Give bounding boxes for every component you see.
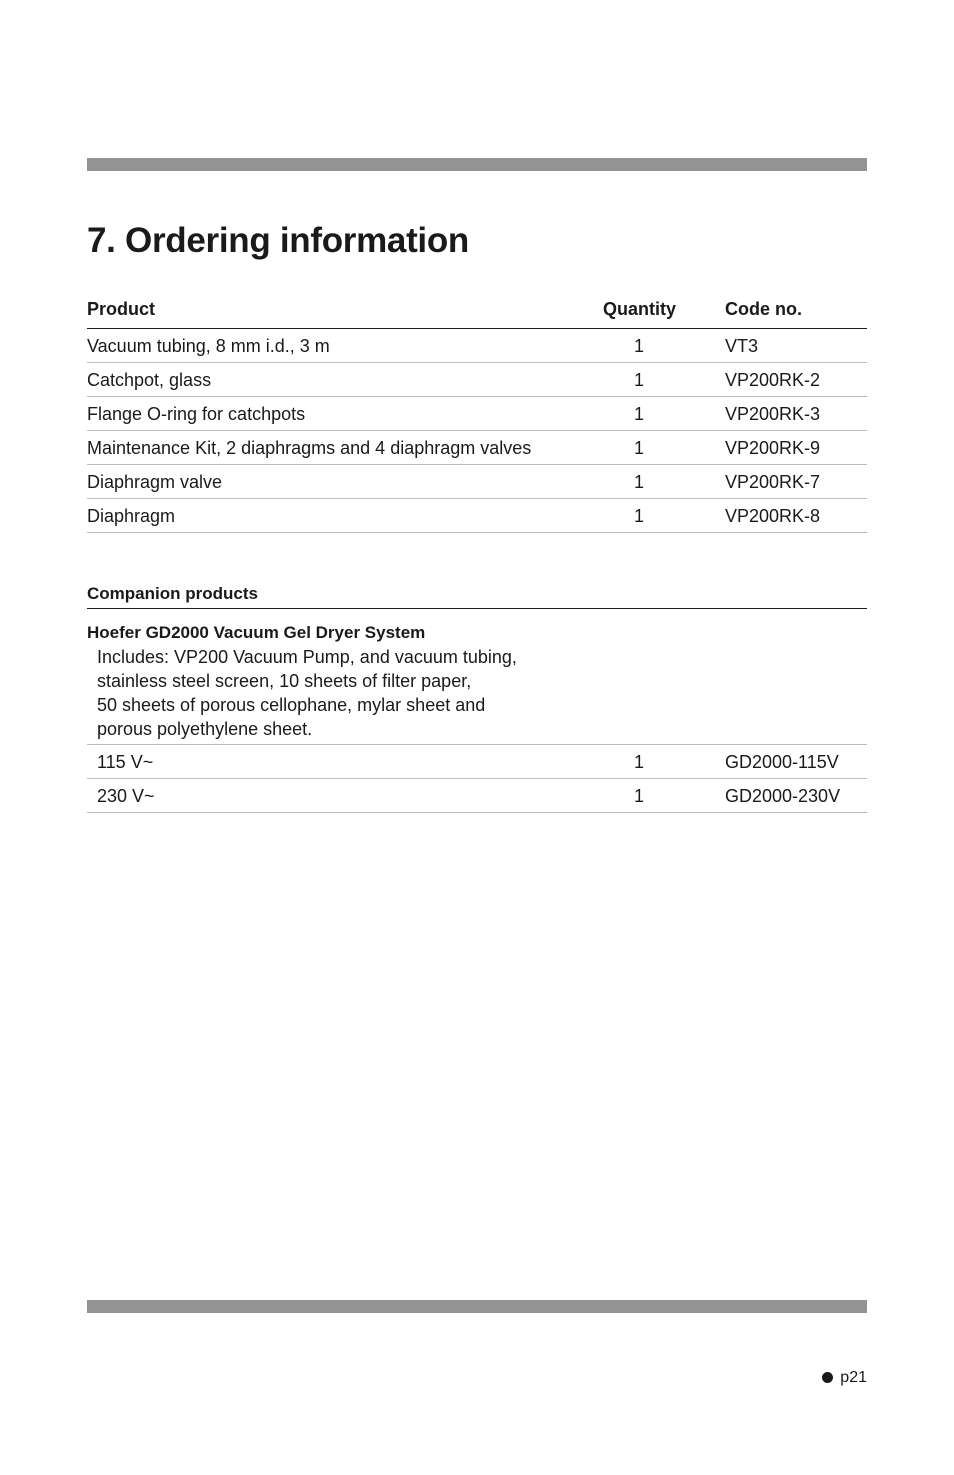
- companion-heading: [87, 583, 867, 609]
- row-product: 230 V~: [97, 786, 155, 806]
- table-row: [87, 465, 867, 499]
- bottom-rule-bar: [87, 1300, 867, 1313]
- row-quantity: 1: [633, 370, 644, 390]
- system-block: [87, 609, 867, 745]
- row-code: GD2000-230V: [725, 786, 841, 806]
- row-product: Flange O-ring for catchpots: [87, 404, 306, 424]
- table-row: [87, 779, 867, 813]
- row-quantity: 1: [633, 336, 644, 356]
- row-product: Diaphragm valve: [87, 472, 223, 492]
- table-row: [87, 431, 867, 465]
- companion-heading-text: Companion products: [87, 584, 258, 603]
- description-line: stainless steel screen, 10 sheets of filter paper,: [97, 671, 472, 691]
- row-product: Diaphragm: [87, 506, 176, 526]
- table-row: [87, 499, 867, 533]
- table-row: [87, 745, 867, 779]
- row-code: VT3: [725, 336, 759, 356]
- description-line: porous polyethylene sheet.: [97, 719, 313, 739]
- page-title: 7. Ordering information: [87, 221, 470, 260]
- row-code: GD2000-115V: [725, 752, 839, 772]
- row-code: VP200RK-3: [725, 404, 821, 424]
- row-quantity: 1: [633, 506, 644, 526]
- row-product: Vacuum tubing, 8 mm i.d., 3 m: [87, 336, 330, 356]
- row-code: VP200RK-8: [725, 506, 821, 526]
- row-quantity: 1: [633, 786, 644, 806]
- page-number-text: p21: [840, 1369, 867, 1386]
- header-code: Code no.: [725, 299, 802, 319]
- row-product: 115 V~: [97, 752, 154, 772]
- row-code: VP200RK-7: [725, 472, 821, 492]
- row-code: VP200RK-9: [725, 438, 821, 458]
- companion-products-table: [87, 583, 867, 813]
- row-quantity: 1: [633, 438, 644, 458]
- row-product: Catchpot, glass: [87, 370, 212, 390]
- description-line: 50 sheets of porous cellophane, mylar sheet and: [97, 695, 486, 715]
- header-product: Product: [87, 299, 156, 319]
- row-quantity: 1: [633, 752, 644, 772]
- row-product: Maintenance Kit, 2 diaphragms and 4 diaphragm valves: [87, 438, 532, 458]
- system-description: [87, 645, 867, 741]
- top-rule-bar: [87, 158, 867, 171]
- table-row: [87, 329, 867, 363]
- row-quantity: 1: [633, 472, 644, 492]
- row-quantity: 1: [633, 404, 644, 424]
- page-number: [822, 1367, 867, 1389]
- table-row: [87, 397, 867, 431]
- header-quantity: Quantity: [603, 299, 677, 319]
- table-header: [87, 295, 867, 329]
- system-name: Hoefer GD2000 Vacuum Gel Dryer System: [87, 623, 426, 642]
- ordering-table: [87, 295, 867, 533]
- table-row: [87, 363, 867, 397]
- row-code: VP200RK-2: [725, 370, 821, 390]
- description-line: Includes: VP200 Vacuum Pump, and vacuum tubing,: [97, 647, 517, 667]
- bullet-icon: [822, 1372, 833, 1383]
